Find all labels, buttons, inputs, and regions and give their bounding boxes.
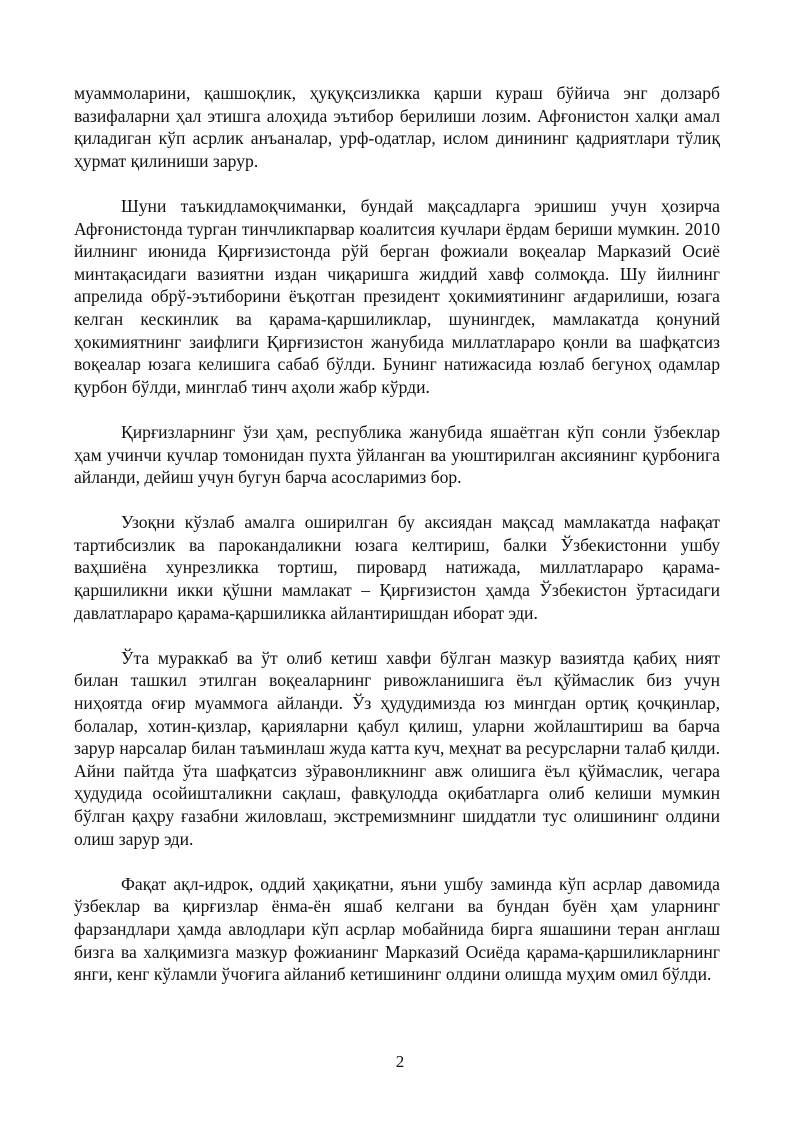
paragraph-4: Узоқни кўзлаб амалга оширилган бу аксиядан мақсад мамлакатда нафақат тартибсизлик ва парокандаликни юзага келтириш, балки Ўзбекистонни ушбу ваҳшиёна хунрезликка тортиш, пировард натижада, миллатлараро қарама-қаршиликни икки қўшни мамлакат – Қирғизистон ҳамда Ўзбекистон ўртасидаги давлатлараро қарама-қаршиликка айлантиришдан иборат эди. [74, 512, 720, 623]
document-body [74, 82, 720, 1008]
page-number: 2 [395, 1052, 405, 1071]
paragraph-2: Шуни таъкидламоқчиманки, бундай мақсадларга эришиш учун ҳозирча Афғонистонда турган тинчликпарвар коалитсия кучлари ёрдам бериши мумкин. 2010 йилнинг июнида Қирғизистонда рўй берган фожиали воқеалар Марказий Осиё минтақасидаги вазиятни издан чиқаришга жиддий хавф солмоқда. Шу йилнинг апрелида обрў-эътиборини ёъқотган президент ҳокимиятининг ағдарилиши, юзага келган кескинлик ва қарама-қаршиликлар, шунингдек, мамлакатда қонуний ҳокимиятнинг заифлиги Қирғизистон жанубида миллатлараро қонли ва шафқатсиз воқеалар юзага келишига сабаб бўлди. Бунинг натижасида юзлаб бегуноҳ одамлар қурбон бўлди, минглаб тинч аҳоли жабр кўрди. [74, 195, 720, 397]
paragraph-5: Ўта мураккаб ва ўт олиб кетиш хавфи бўлган мазкур вазиятда қабиҳ ният билан ташкил этилган воқеаларнинг ривожланишига ёъл қўймаслик биз учун ниҳоятда оғир муаммога айланди. Ўз ҳудудимизда юз мингдан ортиқ қочқинлар, болалар, хотин-қизлар, қарияларни қабул қилиш, уларни жойлаштириш ва барча зарур нарсалар билан таъминлаш жуда катта куч, меҳнат ва ресурсларни талаб қилди. Айни пайтда ўта шафқатсиз зўравонликнинг авж олишига ёъл қўймаслик, чегара ҳудудида осойишталикни сақлаш, фавқулодда оқибатларга олиб келиши мумкин бўлган қаҳру ғазабни жиловлаш, экстремизмнинг шиддатли тус олишининг олдини олиш зарур эди. [74, 647, 720, 849]
paragraph-3: Қирғизларнинг ўзи ҳам, республика жанубида яшаётган кўп сонли ўзбеклар ҳам учинчи кучлар томонидан пухта ўйланган ва уюштирилган аксиянинг қурбонига айланди, дейиш учун бугун барча асосларимиз бор. [74, 421, 720, 488]
paragraph-1: муаммоларини, қашшоқлик, ҳуқуқсизликка қарши кураш бўйича энг долзарб вазифаларни ҳал этишга алоҳида эътибор берилиши лозим. Афғонистон халқи амал қиладиган кўп асрлик анъаналар, урф-одатлар, ислом динининг қадриятлари тўлиқ ҳурмат қилиниши зарур. [74, 83, 720, 171]
paragraph-6: Фақат ақл-идрок, оддий ҳақиқатни, яъни ушбу заминда кўп асрлар давомида ўзбеклар ва қирғизлар ёнма-ён яшаб келгани ва бундан буён ҳам уларнинг фарзандлари ҳамда авлодлари кўп асрлар мобайнида бирга яшашини теран англаш бизга ва халқимизга мазкур фожианинг Марказий Осиёда қарама-қаршиликларнинг янги, кенг кўламли ўчоғига айланиб кетишининг олдини олишда муҳим омил бўлди. [74, 873, 720, 985]
